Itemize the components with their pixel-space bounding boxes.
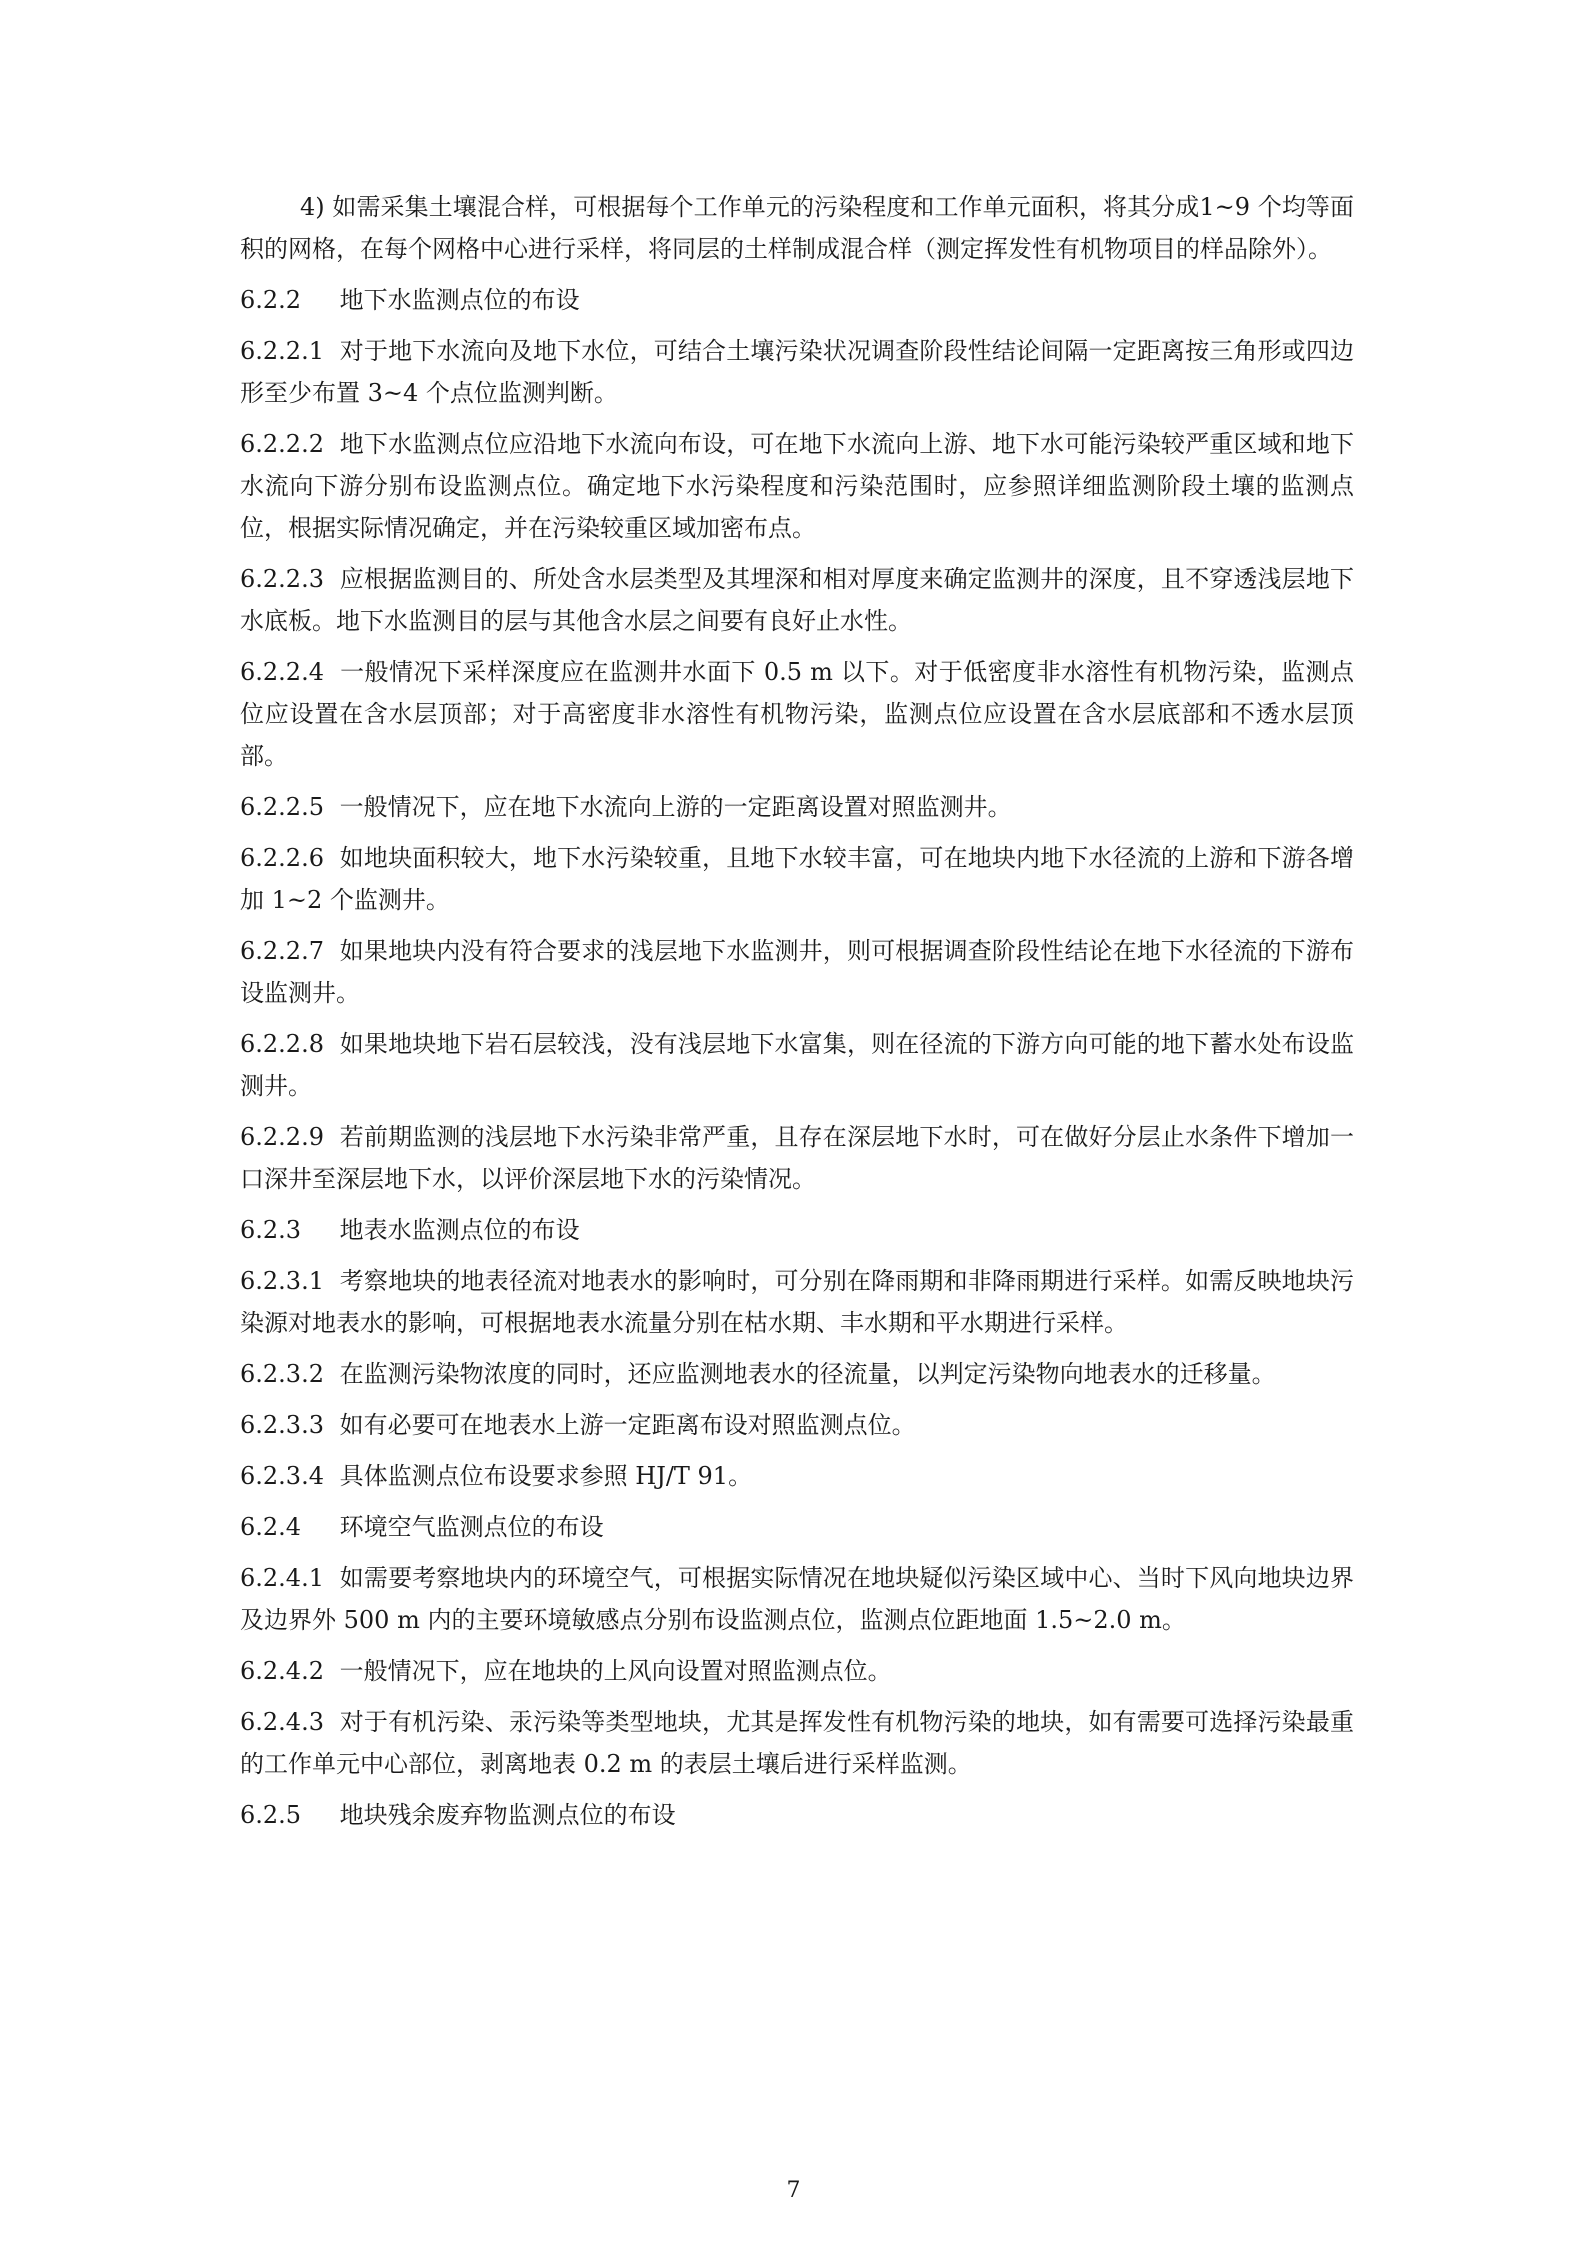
clause-number: 6.2.3	[240, 1216, 302, 1244]
heading-text: 地下水监测点位的布设	[339, 286, 580, 314]
clause-text: 如有必要可在地表水上游一定距离布设对照监测点位。	[339, 1411, 916, 1439]
page-body	[240, 186, 1354, 1845]
clause-number: 6.2.3.1	[240, 1267, 324, 1295]
clause-number: 6.2.3.3	[240, 1411, 324, 1439]
clause-text: 一般情况下采样深度应在监测井水面下 0.5 m 以下。对于低密度非水溶性有机物污染，监测点位应设置在含水层顶部；对于高密度非水溶性有机物污染，监测点位应设置在含水层底部和不透水层顶部。	[240, 658, 1354, 770]
clause-paragraph	[240, 1650, 1354, 1692]
clause-number: 6.2.4.2	[240, 1657, 324, 1685]
clause-paragraph	[240, 1260, 1354, 1344]
clause-number: 6.2.2.2	[240, 430, 324, 458]
clause-number: 6.2.4.3	[240, 1708, 324, 1736]
clause-text: 如果地块内没有符合要求的浅层地下水监测井，则可根据调查阶段性结论在地下水径流的下游布设监测井。	[240, 937, 1354, 1007]
clause-number: 6.2.2.7	[240, 937, 324, 965]
clause-text: 应根据监测目的、所处含水层类型及其埋深和相对厚度来确定监测井的深度，且不穿透浅层地下水底板。地下水监测目的层与其他含水层之间要有良好止水性。	[240, 565, 1354, 635]
clause-paragraph	[240, 1353, 1354, 1395]
clause-number: 6.2.3.4	[240, 1462, 324, 1490]
clause-number: 6.2.2.5	[240, 793, 324, 821]
clause-number: 6.2.2.4	[240, 658, 324, 686]
list-item-4	[240, 186, 1354, 270]
clause-text: 一般情况下，应在地块的上风向设置对照监测点位。	[339, 1657, 892, 1685]
clause-number: 6.2.3.2	[240, 1360, 324, 1388]
clause-paragraph	[240, 1116, 1354, 1200]
clause-text: 对于地下水流向及地下水位，可结合土壤污染状况调查阶段性结论间隔一定距离按三角形或四边形至少布置 3~4 个点位监测判断。	[240, 337, 1354, 407]
clause-number: 6.2.4	[240, 1513, 302, 1541]
section-list	[240, 279, 1354, 1836]
clause-paragraph	[240, 651, 1354, 777]
clause-paragraph	[240, 558, 1354, 642]
clause-paragraph	[240, 786, 1354, 828]
section-heading	[240, 279, 1354, 321]
clause-text: 在监测污染物浓度的同时，还应监测地表水的径流量，以判定污染物向地表水的迁移量。	[339, 1360, 1276, 1388]
heading-text: 环境空气监测点位的布设	[339, 1513, 604, 1541]
clause-text: 地下水监测点位应沿地下水流向布设，可在地下水流向上游、地下水可能污染较严重区域和地下水流向下游分别布设监测点位。确定地下水污染程度和污染范围时，应参照详细监测阶段土壤的监测点位，根据实际情况确定，并在污染较重区域加密布点。	[240, 430, 1354, 542]
clause-paragraph	[240, 1404, 1354, 1446]
clause-text: 若前期监测的浅层地下水污染非常严重，且存在深层地下水时，可在做好分层止水条件下增加一口深井至深层地下水，以评价深层地下水的污染情况。	[240, 1123, 1354, 1193]
clause-number: 6.2.4.1	[240, 1564, 324, 1592]
clause-number: 6.2.5	[240, 1801, 302, 1829]
clause-text: 考察地块的地表径流对地表水的影响时，可分别在降雨期和非降雨期进行采样。如需反映地块污染源对地表水的影响，可根据地表水流量分别在枯水期、丰水期和平水期进行采样。	[240, 1267, 1354, 1337]
list-item-label: 4)	[300, 193, 325, 221]
clause-number: 6.2.2.3	[240, 565, 324, 593]
clause-paragraph	[240, 1701, 1354, 1785]
clause-text: 如地块面积较大，地下水污染较重，且地下水较丰富，可在地块内地下水径流的上游和下游各增加 1~2 个监测井。	[240, 844, 1354, 914]
clause-paragraph	[240, 930, 1354, 1014]
section-heading	[240, 1209, 1354, 1251]
clause-paragraph	[240, 837, 1354, 921]
clause-paragraph	[240, 330, 1354, 414]
clause-paragraph	[240, 1023, 1354, 1107]
clause-number: 6.2.2.9	[240, 1123, 324, 1151]
clause-text: 具体监测点位布设要求参照 HJ/T 91。	[339, 1462, 753, 1490]
clause-text: 一般情况下，应在地下水流向上游的一定距离设置对照监测井。	[339, 793, 1012, 821]
clause-number: 6.2.2.6	[240, 844, 324, 872]
clause-text: 如需要考察地块内的环境空气，可根据实际情况在地块疑似污染区域中心、当时下风向地块边界及边界外 500 m 内的主要环境敏感点分别布设监测点位，监测点位距地面 1.5~2.0 m。	[240, 1564, 1354, 1634]
clause-paragraph	[240, 423, 1354, 549]
heading-text: 地表水监测点位的布设	[339, 1216, 580, 1244]
page-number: 7	[786, 2178, 801, 2203]
clause-paragraph	[240, 1455, 1354, 1497]
section-heading	[240, 1794, 1354, 1836]
list-item-text: 如需采集土壤混合样，可根据每个工作单元的污染程度和工作单元面积，将其分成1~9 个均等面积的网格，在每个网格中心进行采样，将同层的土样制成混合样（测定挥发性有机物项目的样品除外）。	[240, 193, 1354, 263]
clause-paragraph	[240, 1557, 1354, 1641]
clause-text: 如果地块地下岩石层较浅，没有浅层地下水富集，则在径流的下游方向可能的地下蓄水处布设监测井。	[240, 1030, 1354, 1100]
clause-text: 对于有机污染、汞污染等类型地块，尤其是挥发性有机物污染的地块，如有需要可选择污染最重的工作单元中心部位，剥离地表 0.2 m 的表层土壤后进行采样监测。	[240, 1708, 1354, 1778]
clause-number: 6.2.2.8	[240, 1030, 324, 1058]
heading-text: 地块残余废弃物监测点位的布设	[339, 1801, 676, 1829]
clause-number: 6.2.2.1	[240, 337, 324, 365]
clause-number: 6.2.2	[240, 286, 302, 314]
section-heading	[240, 1506, 1354, 1548]
